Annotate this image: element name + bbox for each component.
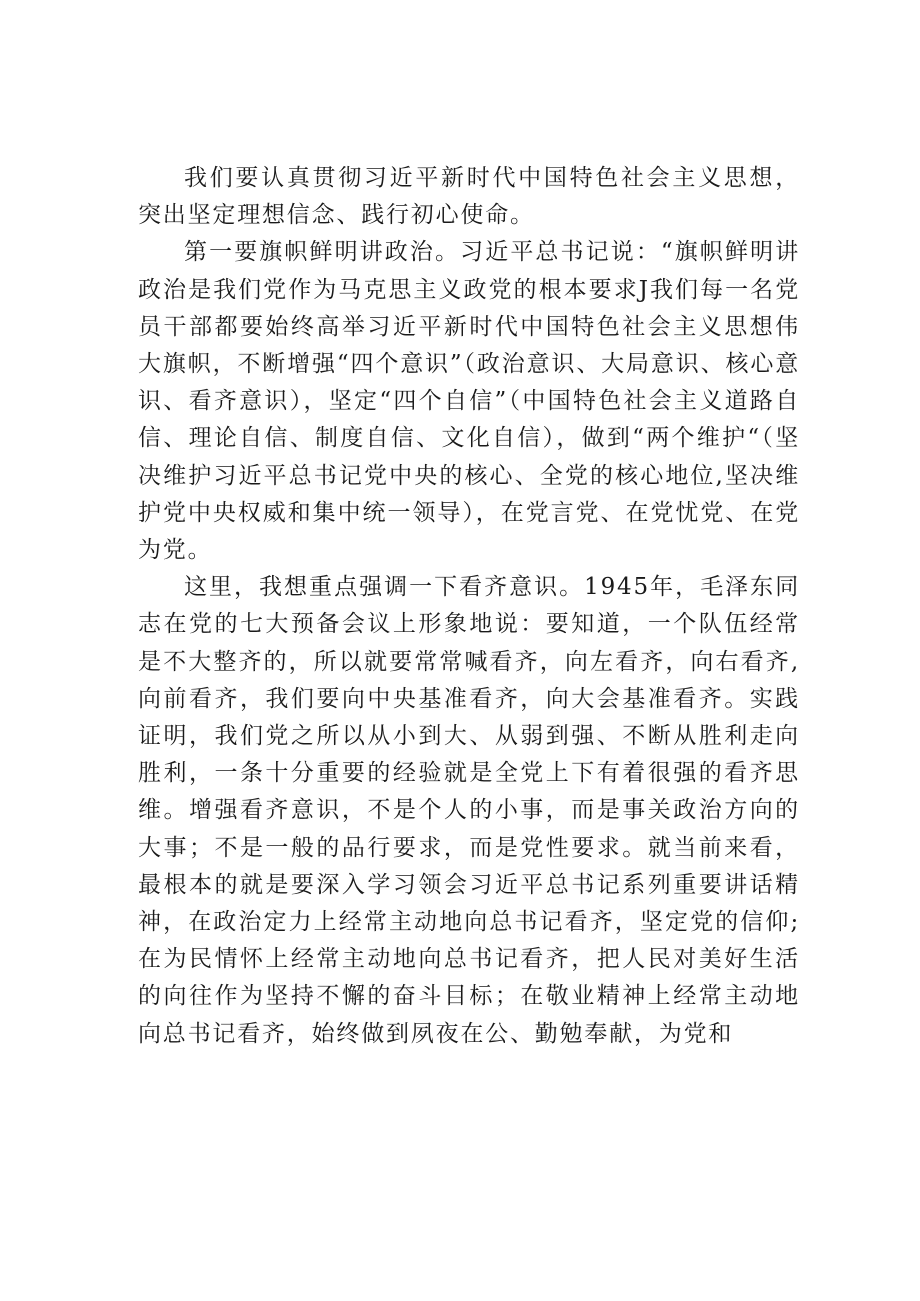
- paragraph-intro: 我们要认真贯彻习近平新时代中国特色社会主义思想，突出坚定理想信念、践行初心使命。: [138, 165, 800, 229]
- paragraph-alignment: 这里，我想重点强调一下看齐意识。1945年，毛泽东同志在党的七大预备会议上形象地说：要知道，一个队伍经常是不大整齐的，所以就要常常喊看齐，向左看齐，向右看齐,向前看齐，我们要向中央基准看齐，向大会基准看齐。实践证明，我们党之所以从小到大、从弱到强、不断从胜利走向胜利，一条十分重要的经验就是全党上下有着很强的看齐思维。增强看齐意识，不是个人的小事，而是事关政治方向的大事；不是一般的品行要求，而是党性要求。就当前来看，最根本的就是要深入学习领会习近平总书记系列重要讲话精神，在政治定力上经常主动地向总书记看齐，坚定党的信仰;在为民情怀上经常主动地向总书记看齐，把人民对美好生活的向往作为坚持不懈的奋斗目标；在敬业精神上经常主动地向总书记看齐，始终做到夙夜在公、勤勉奉献，为党和: [138, 574, 800, 1047]
- paragraph-politics: 第一要旗帜鲜明讲政治。习近平总书记说：“旗帜鲜明讲政治是我们党作为马克思主义政党的根本要求J我们每一名党员干部都要始终高举习近平新时代中国特色社会主义思想伟大旗帜，不断增强“四个意识”（政治意识、大局意识、核心意识、看齐意识），坚定“四个自信”（中国特色社会主义道路自信、理论自信、制度自信、文化自信），做到“两个维护“（坚决维护习近平总书记党中央的核心、全党的核心地位,坚决维护党中央权威和集中统一领导），在党言党、在党忧党、在党为党。: [138, 239, 800, 564]
- document-body: [138, 160, 800, 1053]
